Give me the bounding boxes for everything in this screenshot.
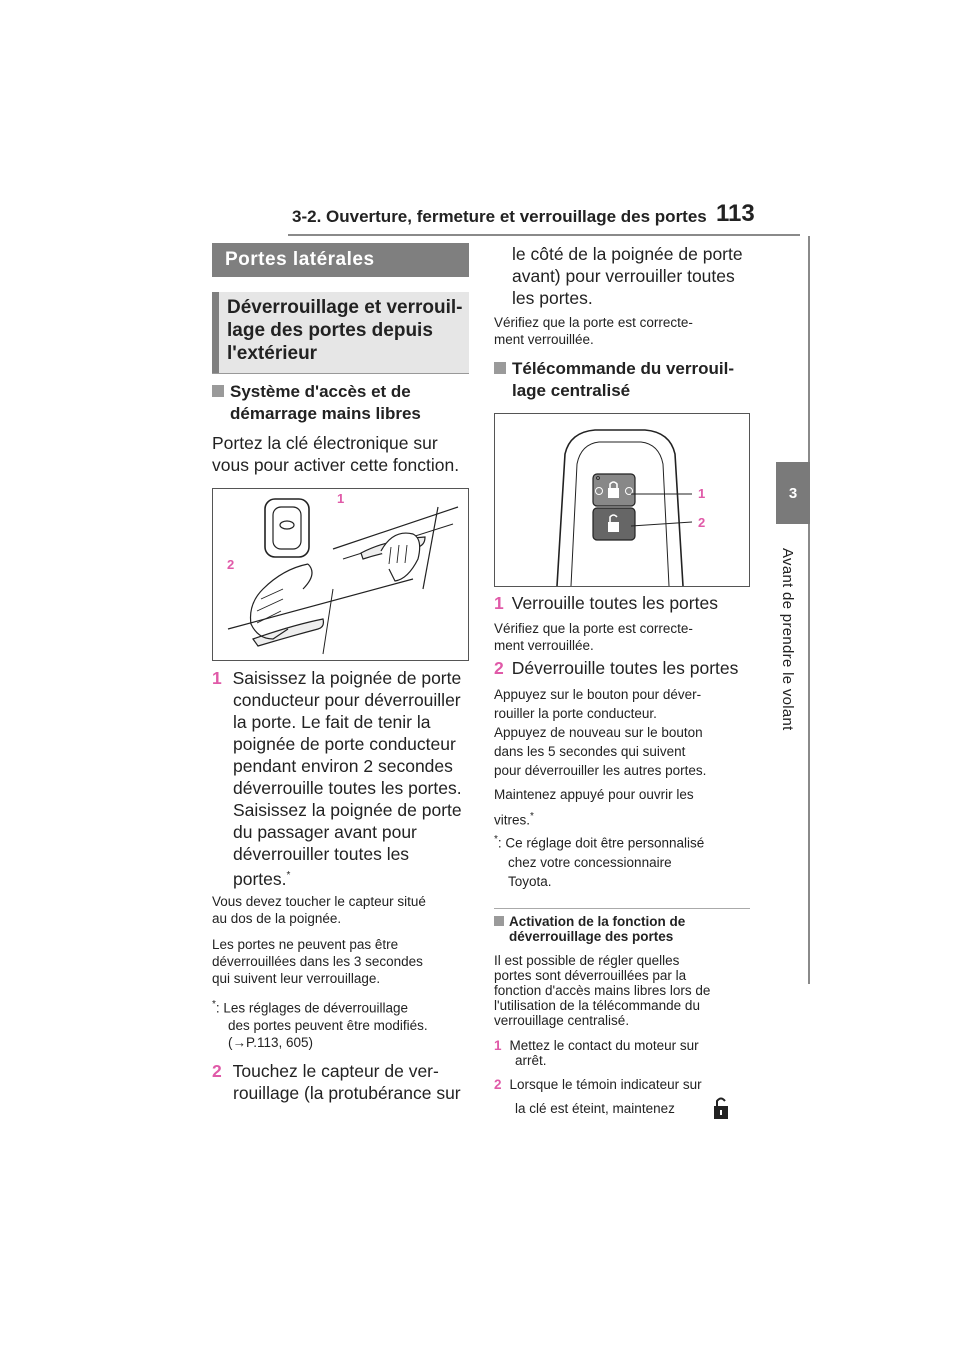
note-lock-verify [494,620,693,654]
subsection-line: lage des portes depuis [227,320,433,341]
step-text: Verrouille toutes les portes [511,593,718,613]
subsection-line: l'extérieur [227,343,318,364]
note-line: ment verrouillée. [494,638,594,653]
note-unlock [494,685,706,780]
activation-heading [494,914,685,944]
step-line: Lorsque le témoin indicateur sur [509,1077,702,1092]
asterisk: * [212,999,216,1010]
step-line: déverrouille toutes les portes. [233,778,462,798]
text-line: Il est possible de régler quelles [494,953,680,968]
note-line: (→P.113, 605) [228,1034,314,1050]
step-number: 2 [494,1077,502,1092]
header-rule [288,234,800,236]
note-line: qui suivent leur verrouillage. [212,971,381,986]
heading-line: Système d'accès et de [230,382,411,401]
section-banner: Portes latérales [212,243,469,277]
step-line: la porte. Le fait de tenir la [233,712,431,732]
step-line: les portes. [512,288,593,308]
note-line: dans les 5 secondes qui suivent [494,744,686,759]
step-line: le côté de la poignée de porte [512,244,743,264]
remote-step-2 [494,657,738,679]
note-line: vitres. [494,812,531,828]
step-line: Touchez le capteur de ver- [232,1061,439,1081]
heading-line: Télécommande du verrouil- [512,359,734,378]
intro-text [212,432,459,476]
subsection-heading [212,292,469,374]
square-bullet-icon [212,385,224,397]
note-delay [212,936,423,987]
step-line: conducteur pour déverrouiller [233,690,461,710]
note-line: pour déverrouiller les autres portes. [494,763,707,778]
figure-label: 1 [337,491,345,506]
note-line: des portes peuvent être modifiés. [228,1017,428,1033]
step-line: pendant environ 2 secondes [233,756,453,776]
note-line: Vérifiez que la porte est correcte- [494,621,693,636]
step-line: déverrouiller toutes les [233,844,410,864]
door-handle-figure [212,488,469,661]
text-line: Portez la clé électronique sur [212,433,438,453]
note-line: déverrouillées dans les 3 secondes [212,954,423,969]
note-line: chez votre concessionnaire [508,854,672,870]
door-handle-illustration [213,489,468,660]
note-line: au dos de la poignée. [212,911,342,926]
step-1 [212,667,474,890]
note-line: : Ce réglage doit être personnalisé [497,835,705,851]
step-number: 1 [494,1038,502,1053]
chapter-tab: 3 [776,462,810,524]
text-line: l'utilisation de la télécommande du [494,998,700,1013]
step-number: 2 [494,658,504,678]
step-line: Saisissez la poignée de porte [233,800,462,820]
heading-line: déverrouillage des portes [509,929,674,944]
step-line: poignée de porte conducteur [233,734,456,754]
remote-step-1 [494,592,718,614]
note-line: Maintenez appuyé pour ouvrir les [494,787,694,802]
text-line: vous pour activer cette fonction. [212,455,460,475]
note-line: Vérifiez que la porte est correcte- [494,315,693,330]
step-number: 1 [494,593,504,613]
figure-label: 1 [698,486,706,501]
note-line: Appuyez sur le bouton pour déver- [494,687,702,702]
step-number: 1 [212,668,222,688]
side-rule [808,236,810,984]
note-line: Vous devez toucher le capteur situé [212,894,426,909]
heading-line: démarrage mains libres [230,404,421,423]
unlock-icon [711,1095,731,1121]
figure-label: 2 [227,557,235,572]
asterisk: * [530,811,534,822]
note-line: Appuyez de nouveau sur le bouton [494,725,703,740]
subsection-underline [212,373,469,374]
remote-heading [494,358,734,402]
page-number: 113 [716,200,755,227]
note-windows [494,784,694,832]
note-lock-check [494,314,693,348]
footnote-left [212,996,428,1051]
step-2 [212,1060,474,1104]
square-bullet-icon [494,916,504,926]
step-line: avant) pour verrouiller toutes [512,266,735,286]
text-line: fonction d'accès mains libres lors de [494,983,711,998]
step-line: la clé est éteint, maintenez [515,1101,675,1116]
step-2-continued [512,243,762,309]
chapter-title: Avant de prendre le volant [779,548,796,731]
activation-step-1 [494,1038,699,1068]
activation-text [494,953,710,1028]
heading-line: lage centralisé [512,381,631,400]
text-line: portes sont déverrouillées par la [494,968,687,983]
text-line: verrouillage centralisé. [494,1013,630,1028]
subsection-line: Déverrouillage et verrouil- [227,297,463,318]
step-line: portes. [233,868,287,889]
step-number: 2 [212,1061,222,1081]
step-line: du passager avant pour [233,822,417,842]
activation-step-2 [494,1073,702,1121]
system-heading [212,381,421,425]
figure-label: 2 [698,515,706,530]
heading-line: Activation de la fonction de [509,914,686,929]
step-line: Saisissez la poignée de porte [232,668,462,688]
section-title: 3-2. Ouverture, fermeture et verrouillage des portes [292,207,707,226]
remote-key-illustration [495,414,749,586]
note-line: rouiller la porte conducteur. [494,706,657,721]
step-line: arrêt. [515,1053,547,1068]
remote-key-figure [494,413,750,587]
step-line: rouillage (la protubérance sur [233,1083,461,1103]
note-line: : Les réglages de déverrouillage [215,1000,409,1016]
section-divider [494,908,750,909]
note-sensor [212,893,426,927]
asterisk: * [286,870,291,881]
asterisk: * [494,834,498,845]
note-line: Les portes ne peuvent pas être [212,937,399,952]
note-line: Toyota. [508,873,552,889]
note-line: ment verrouillée. [494,332,594,347]
step-line: Mettez le contact du moteur sur [509,1038,699,1053]
step-text: Déverrouille toutes les portes [511,658,739,678]
square-bullet-icon [494,362,506,374]
footnote-right [494,830,704,891]
